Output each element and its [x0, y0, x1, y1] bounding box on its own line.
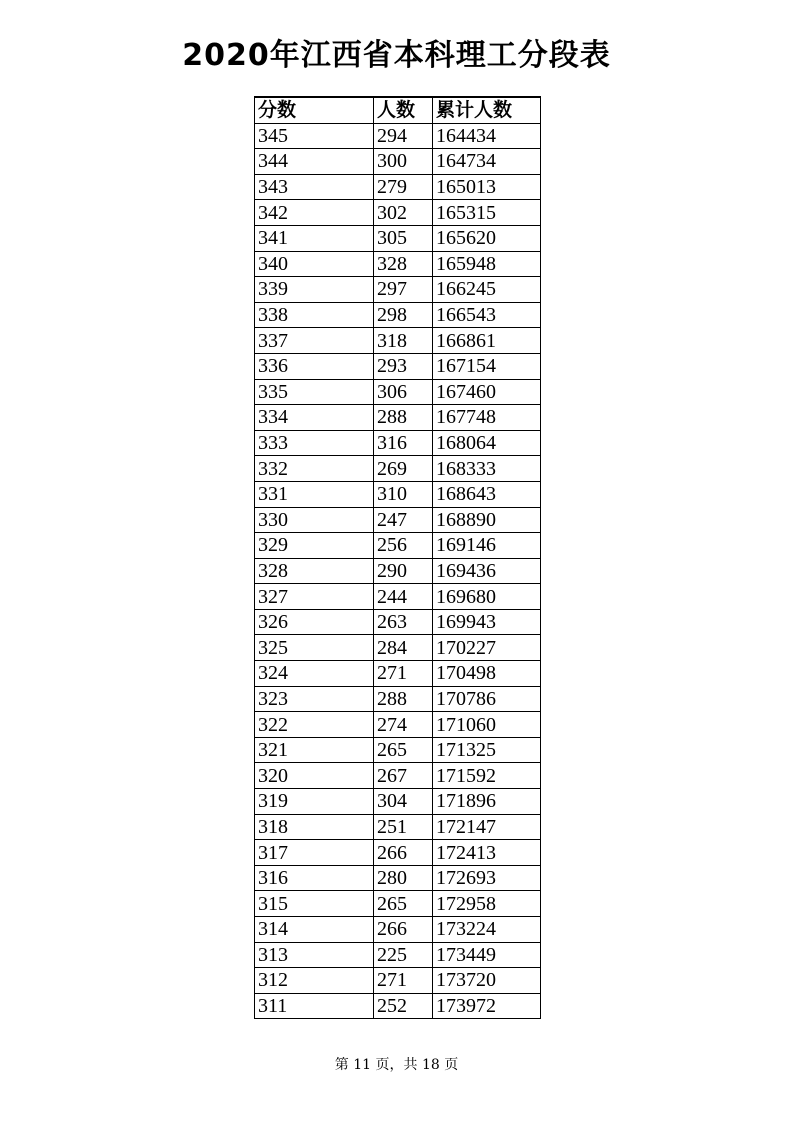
count-cell: 266 — [374, 917, 433, 943]
table-row — [255, 507, 541, 533]
table-row — [255, 712, 541, 738]
score-cell: 324 — [255, 661, 374, 687]
table-row — [255, 763, 541, 789]
count-cell: 290 — [374, 558, 433, 584]
table-row — [255, 609, 541, 635]
score-cell: 314 — [255, 917, 374, 943]
cumulative-cell: 171896 — [433, 789, 541, 815]
cumulative-cell: 167748 — [433, 405, 541, 431]
score-cell: 326 — [255, 609, 374, 635]
score-cell: 338 — [255, 302, 374, 328]
table-row — [255, 558, 541, 584]
cumulative-cell: 168890 — [433, 507, 541, 533]
count-cell: 279 — [374, 174, 433, 200]
table-row — [255, 430, 541, 456]
table-row — [255, 200, 541, 226]
score-cell: 319 — [255, 789, 374, 815]
count-cell: 269 — [374, 456, 433, 482]
score-cell: 315 — [255, 891, 374, 917]
table-row — [255, 968, 541, 994]
count-cell: 304 — [374, 789, 433, 815]
score-cell: 322 — [255, 712, 374, 738]
table-row — [255, 993, 541, 1019]
score-cell: 343 — [255, 174, 374, 200]
table-row — [255, 123, 541, 149]
count-cell: 300 — [374, 149, 433, 175]
table-row — [255, 149, 541, 175]
score-cell: 344 — [255, 149, 374, 175]
count-cell: 274 — [374, 712, 433, 738]
column-header-score: 分数 — [255, 97, 374, 123]
score-cell: 335 — [255, 379, 374, 405]
score-cell: 312 — [255, 968, 374, 994]
table-row — [255, 789, 541, 815]
count-cell: 302 — [374, 200, 433, 226]
count-cell: 244 — [374, 584, 433, 610]
count-cell: 280 — [374, 865, 433, 891]
count-cell: 297 — [374, 277, 433, 303]
count-cell: 310 — [374, 481, 433, 507]
table-row — [255, 737, 541, 763]
cumulative-cell: 167460 — [433, 379, 541, 405]
cumulative-cell: 164734 — [433, 149, 541, 175]
count-cell: 225 — [374, 942, 433, 968]
score-table — [254, 96, 541, 1019]
table-row — [255, 584, 541, 610]
count-cell: 305 — [374, 225, 433, 251]
score-cell: 332 — [255, 456, 374, 482]
count-cell: 316 — [374, 430, 433, 456]
count-cell: 288 — [374, 686, 433, 712]
table-row — [255, 661, 541, 687]
count-cell: 265 — [374, 891, 433, 917]
table-row — [255, 302, 541, 328]
count-cell: 252 — [374, 993, 433, 1019]
table-row — [255, 686, 541, 712]
page-number: 第 11 页，共 18 页 — [334, 1057, 459, 1073]
count-cell: 267 — [374, 763, 433, 789]
cumulative-cell: 172958 — [433, 891, 541, 917]
cumulative-cell: 173449 — [433, 942, 541, 968]
cumulative-cell: 167154 — [433, 353, 541, 379]
score-cell: 341 — [255, 225, 374, 251]
score-cell: 313 — [255, 942, 374, 968]
count-cell: 266 — [374, 840, 433, 866]
cumulative-cell: 170227 — [433, 635, 541, 661]
table-row — [255, 865, 541, 891]
count-cell: 247 — [374, 507, 433, 533]
count-cell: 256 — [374, 533, 433, 559]
score-cell: 342 — [255, 200, 374, 226]
cumulative-cell: 168643 — [433, 481, 541, 507]
score-cell: 321 — [255, 737, 374, 763]
cumulative-cell: 171325 — [433, 737, 541, 763]
count-cell: 318 — [374, 328, 433, 354]
score-cell: 318 — [255, 814, 374, 840]
cumulative-cell: 165948 — [433, 251, 541, 277]
count-cell: 294 — [374, 123, 433, 149]
score-cell: 323 — [255, 686, 374, 712]
score-cell: 317 — [255, 840, 374, 866]
cumulative-cell: 166245 — [433, 277, 541, 303]
score-cell: 345 — [255, 123, 374, 149]
table-row — [255, 405, 541, 431]
count-cell: 251 — [374, 814, 433, 840]
table-row — [255, 328, 541, 354]
cumulative-cell: 168333 — [433, 456, 541, 482]
table-row — [255, 942, 541, 968]
cumulative-cell: 169146 — [433, 533, 541, 559]
cumulative-cell: 173972 — [433, 993, 541, 1019]
table-row — [255, 917, 541, 943]
score-cell: 316 — [255, 865, 374, 891]
score-cell: 330 — [255, 507, 374, 533]
count-cell: 271 — [374, 661, 433, 687]
score-cell: 331 — [255, 481, 374, 507]
column-header-cumulative: 累计人数 — [433, 97, 541, 123]
score-cell: 311 — [255, 993, 374, 1019]
score-cell: 327 — [255, 584, 374, 610]
table-row — [255, 814, 541, 840]
table-row — [255, 840, 541, 866]
cumulative-cell: 166543 — [433, 302, 541, 328]
score-cell: 328 — [255, 558, 374, 584]
score-cell: 339 — [255, 277, 374, 303]
count-cell: 306 — [374, 379, 433, 405]
count-cell: 328 — [374, 251, 433, 277]
cumulative-cell: 171592 — [433, 763, 541, 789]
table-body — [255, 123, 541, 1019]
cumulative-cell: 165013 — [433, 174, 541, 200]
table-row — [255, 379, 541, 405]
table-row — [255, 635, 541, 661]
cumulative-cell: 166861 — [433, 328, 541, 354]
score-cell: 334 — [255, 405, 374, 431]
cumulative-cell: 169943 — [433, 609, 541, 635]
score-cell: 329 — [255, 533, 374, 559]
cumulative-cell: 165620 — [433, 225, 541, 251]
count-cell: 271 — [374, 968, 433, 994]
table-row — [255, 533, 541, 559]
score-cell: 340 — [255, 251, 374, 277]
cumulative-cell: 172693 — [433, 865, 541, 891]
count-cell: 293 — [374, 353, 433, 379]
table-row — [255, 225, 541, 251]
score-cell: 336 — [255, 353, 374, 379]
count-cell: 263 — [374, 609, 433, 635]
cumulative-cell: 169680 — [433, 584, 541, 610]
table-row — [255, 251, 541, 277]
cumulative-cell: 173720 — [433, 968, 541, 994]
count-cell: 288 — [374, 405, 433, 431]
column-header-count: 人数 — [374, 97, 433, 123]
count-cell: 265 — [374, 737, 433, 763]
page-title: 2020年江西省本科理工分段表 — [182, 38, 611, 73]
count-cell: 298 — [374, 302, 433, 328]
cumulative-cell: 170786 — [433, 686, 541, 712]
table-row — [255, 891, 541, 917]
table-row — [255, 456, 541, 482]
cumulative-cell: 165315 — [433, 200, 541, 226]
cumulative-cell: 172147 — [433, 814, 541, 840]
cumulative-cell: 170498 — [433, 661, 541, 687]
table-row — [255, 277, 541, 303]
cumulative-cell: 164434 — [433, 123, 541, 149]
score-cell: 333 — [255, 430, 374, 456]
score-cell: 325 — [255, 635, 374, 661]
score-cell: 337 — [255, 328, 374, 354]
score-cell: 320 — [255, 763, 374, 789]
table-row — [255, 353, 541, 379]
cumulative-cell: 172413 — [433, 840, 541, 866]
cumulative-cell: 169436 — [433, 558, 541, 584]
cumulative-cell: 173224 — [433, 917, 541, 943]
table-row — [255, 174, 541, 200]
table-header-row — [255, 97, 541, 123]
cumulative-cell: 168064 — [433, 430, 541, 456]
cumulative-cell: 171060 — [433, 712, 541, 738]
table-row — [255, 481, 541, 507]
count-cell: 284 — [374, 635, 433, 661]
